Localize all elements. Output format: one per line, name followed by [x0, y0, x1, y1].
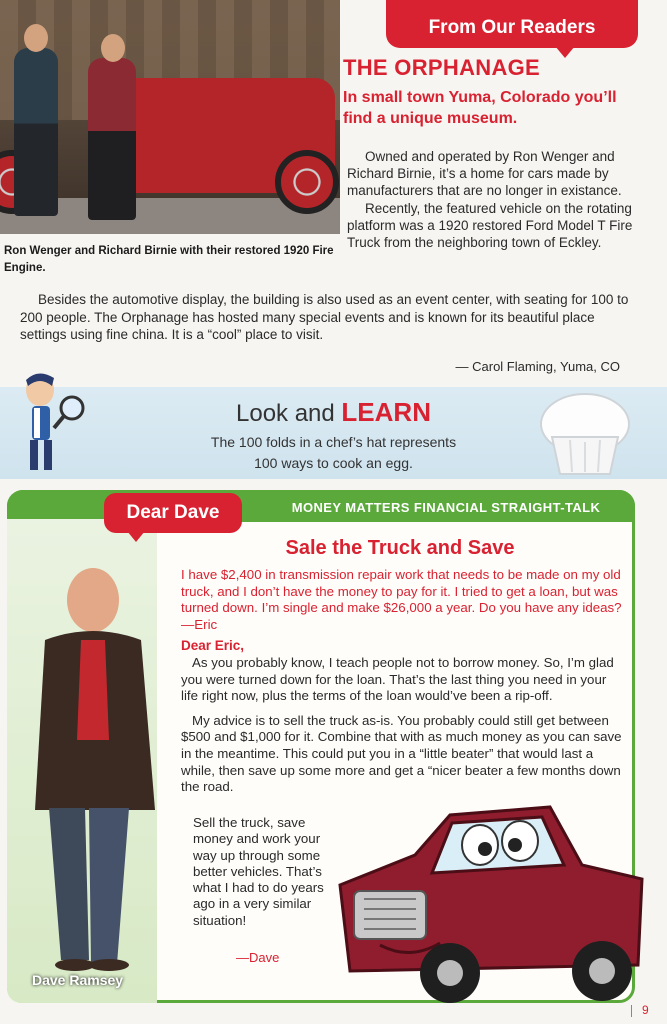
fact-line: The 100 folds in a chef’s hat represents: [210, 434, 457, 450]
closing-paragraph: Sell the truck, save money and work your way up through some better vehicles. That’s what I had to do years ago in a very similar situation!: [193, 815, 324, 928]
article-title: THE ORPHANAGE: [343, 55, 541, 80]
photo-caption: Ron Wenger and Richard Birnie with their restored 1920 Fire Engine.: [4, 245, 334, 274]
dear-dave-header-text: MONEY MATTERS FINANCIAL STRAIGHT-TALK: [291, 500, 601, 515]
answer-greeting: Dear Eric,: [181, 638, 245, 653]
title-small: Look and: [236, 400, 342, 427]
author-signoff: — Carol Flaming, Yuma, CO: [455, 359, 620, 374]
fact-line: 100 ways to cook an egg.: [254, 455, 413, 471]
person-ron: [14, 48, 58, 216]
cartoon-truck-icon: [320, 795, 650, 1005]
title-big: LEARN: [341, 397, 431, 427]
chef-hat-icon: [530, 382, 640, 482]
dave-ramsey-photo: [5, 560, 160, 972]
museum-photo: [0, 0, 340, 234]
section-tab-dear-dave: Dear Dave: [104, 493, 242, 533]
answer-body: [181, 655, 626, 796]
page-number: 9: [642, 1003, 649, 1017]
person-richard: [88, 58, 136, 220]
article-body: [347, 148, 639, 251]
article-subtitle: In small town Yuma, Colorado you’ll find a unique museum.: [343, 89, 617, 127]
paragraph: As you probably know, I teach people not to borrow money. So, I’m glad you were turned down for the loan. That’s the last thing you need in your life right now, plus the terms of the loan would’ve been a rip-off.: [181, 655, 614, 704]
paragraph: Recently, the featured vehicle on the rotating platform was a 1920 restored Ford Model T Fire Truck from the neighboring town of Eckley.: [347, 200, 633, 251]
photo-name-label: Dave Ramsey: [32, 972, 124, 988]
paragraph: Besides the automotive display, the building is also used as an event center, with seating for 100 to 200 people. The Orphanage has hosted many special events and is known for its beautiful place settings using fine china. It is a “cool” place to visit.: [20, 292, 629, 342]
reader-question: I have $2,400 in transmission repair work that needs to be made on my old truck, and I don’t have the money to pay for it. I tried to get a loan, but was turned down. I’m single and make $26,000 a year. Do you have any ideas? —Eric: [181, 567, 622, 632]
paragraph: Owned and operated by Ron Wenger and Richard Birnie, it’s a home for cars made by manufacturers that are no longer in existance.: [347, 149, 622, 199]
column-title: Sale the Truck and Save: [285, 537, 515, 559]
paragraph: My advice is to sell the truck as-is. You probably could still get between $500 and $1,000 for it. Combine that with as much money as you can save in the meantime. This could put you in a “little beater” that would last a while, then save up some more and get a “nicer beater a few months down the road.: [181, 712, 622, 795]
signature: —Dave: [236, 950, 280, 965]
section-tab-from-our-readers: From Our Readers: [386, 0, 638, 48]
